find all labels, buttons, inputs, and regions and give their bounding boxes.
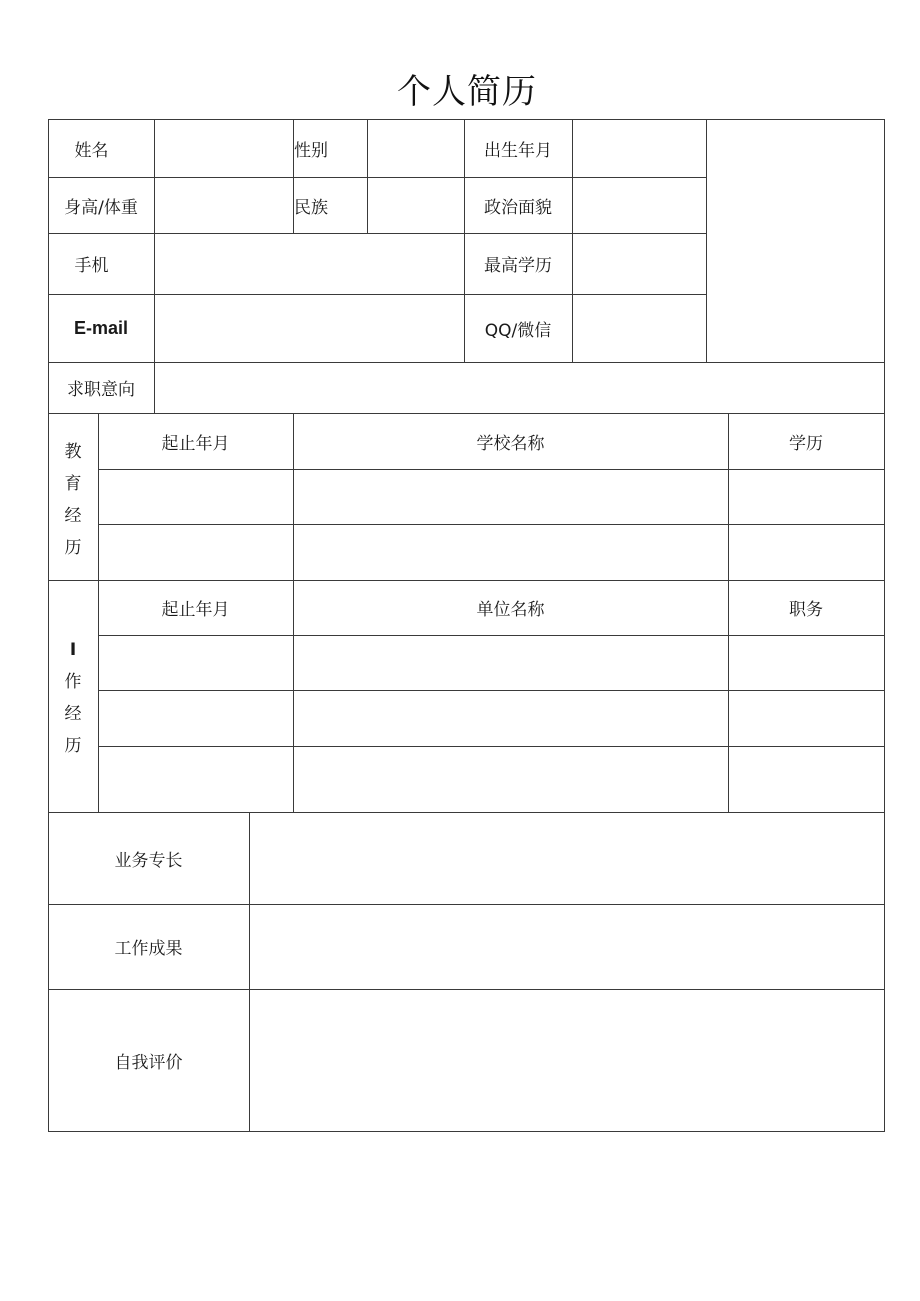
political-label: 政治面貌 <box>484 197 552 218</box>
qq-wechat-label: QQ/微信 <box>484 320 552 341</box>
objective-field[interactable] <box>155 363 884 413</box>
name-field[interactable] <box>155 120 293 177</box>
work-row-period[interactable] <box>99 636 293 690</box>
birth-label: 出生年月 <box>484 140 552 161</box>
name-label: 姓名 <box>74 140 109 161</box>
phone-label: 手机 <box>74 256 109 276</box>
self-eval-field[interactable] <box>250 990 884 1131</box>
education-char: 经 <box>64 506 82 526</box>
work-char: 历 <box>64 736 82 756</box>
education-char: 育 <box>64 474 82 494</box>
edu-header-degree: 学历 <box>789 433 823 454</box>
birth-field[interactable] <box>573 120 706 177</box>
work-char: 作 <box>64 672 82 692</box>
self-eval-label: 自我评价 <box>114 1052 183 1073</box>
edu-header-school: 学校名称 <box>476 433 545 454</box>
education-char: 历 <box>64 538 82 558</box>
work-header-position: 职务 <box>789 600 823 620</box>
gender-label: 性别 <box>294 140 328 161</box>
skills-label: 业务专长 <box>114 850 183 871</box>
education-char: 教 <box>64 442 82 462</box>
achievements-field[interactable] <box>250 905 884 989</box>
height-weight-label: 身高/体重 <box>64 197 138 218</box>
photo-area[interactable] <box>707 120 884 362</box>
qq-wechat-field[interactable] <box>573 295 706 362</box>
work-header-company: 单位名称 <box>476 600 545 620</box>
degree-label: 最高学历 <box>484 256 552 276</box>
work-row-period[interactable] <box>99 691 293 746</box>
edu-row-degree[interactable] <box>729 470 884 524</box>
work-section-label <box>48 634 98 762</box>
edu-row-school[interactable] <box>294 470 728 524</box>
email-label: E-mail <box>73 317 129 338</box>
edu-row-period[interactable] <box>99 525 293 580</box>
ethnicity-field[interactable] <box>368 178 464 233</box>
email-field[interactable] <box>155 295 464 362</box>
edu-row-school[interactable] <box>294 525 728 580</box>
education-section-label <box>48 436 98 564</box>
work-row-company[interactable] <box>294 691 728 746</box>
edu-row-period[interactable] <box>99 470 293 524</box>
edu-row-degree[interactable] <box>729 525 884 580</box>
page-title: 个人简历 <box>397 72 537 112</box>
ethnicity-label: 民族 <box>294 197 328 218</box>
work-row-period[interactable] <box>99 747 293 812</box>
phone-field[interactable] <box>155 234 464 294</box>
work-row-company[interactable] <box>294 747 728 812</box>
work-row-position[interactable] <box>729 747 884 812</box>
work-row-position[interactable] <box>729 691 884 746</box>
work-char: I <box>69 640 77 660</box>
achievements-label: 工作成果 <box>114 939 183 959</box>
objective-label: 求职意向 <box>67 380 135 400</box>
work-row-position[interactable] <box>729 636 884 690</box>
work-header-period: 起止年月 <box>161 600 230 620</box>
work-char: 经 <box>64 704 82 724</box>
height-weight-field[interactable] <box>155 178 293 233</box>
political-field[interactable] <box>573 178 706 233</box>
skills-field[interactable] <box>250 813 884 904</box>
degree-field[interactable] <box>573 234 706 294</box>
gender-field[interactable] <box>368 120 464 177</box>
work-row-company[interactable] <box>294 636 728 690</box>
edu-header-period: 起止年月 <box>161 433 230 454</box>
